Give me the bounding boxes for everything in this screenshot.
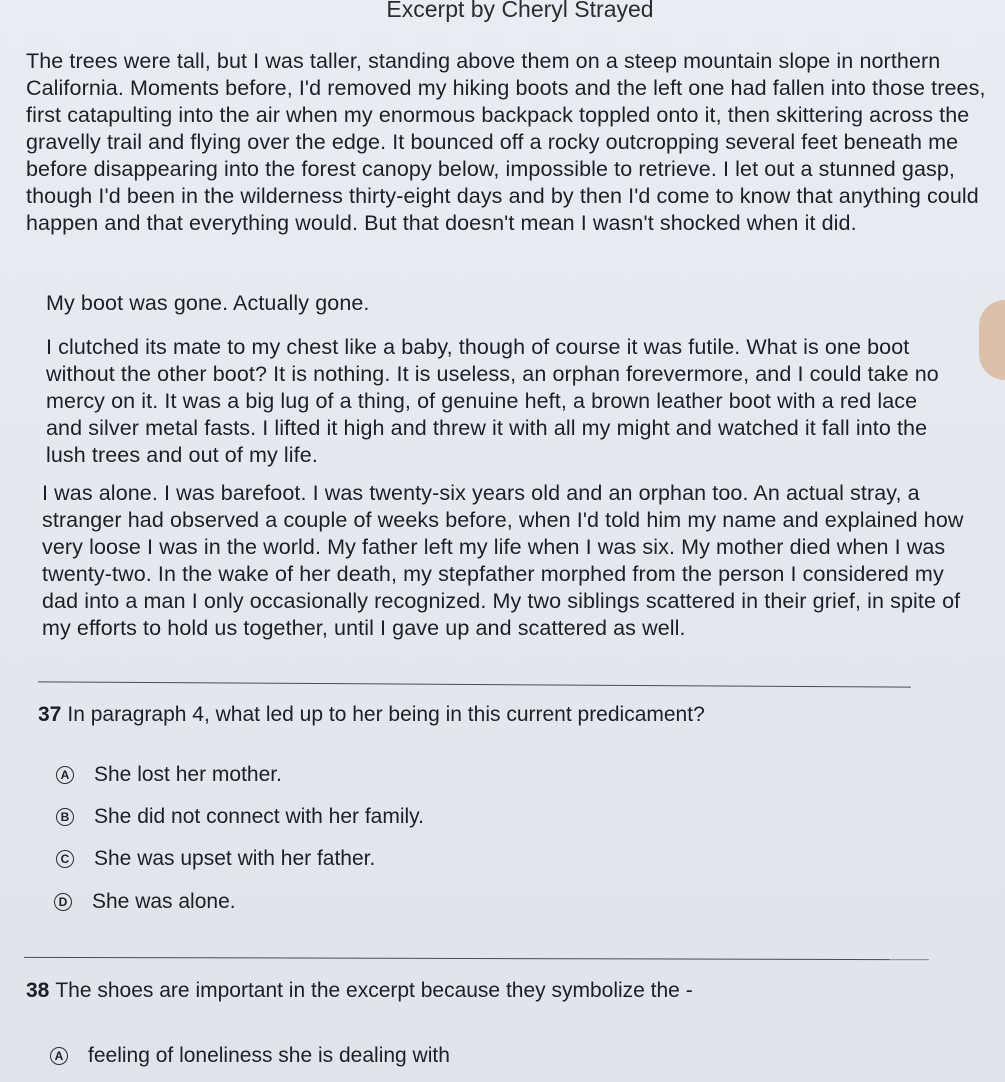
divider-line bbox=[24, 957, 929, 960]
answer-option-d[interactable] bbox=[54, 889, 236, 915]
passage-paragraph-4: I was alone. I was barefoot. I was twenty-six years old and an orphan too. An actual stray, a stranger had observed a couple of weeks before, when I'd told him my name and explained how very loose I was in the world. My father left my life when I was six. My mother died when I was twenty-two. In the wake of her death, my stepfather morphed from the person I considered my dad into a man I only occasionally recognized. My two siblings scattered in their grief, in spite of my efforts to hold us together, until I gave up and scattered as well. bbox=[42, 481, 964, 640]
answer-text-a: She lost her mother. bbox=[94, 763, 282, 786]
passage-paragraph-2: My boot was gone. Actually gone. bbox=[46, 291, 370, 315]
question-prompt: In paragraph 4, what led up to her being in this current predicament? bbox=[67, 703, 705, 726]
excerpt-title: Excerpt by Cheryl Strayed bbox=[386, 0, 654, 22]
answer-option-a[interactable] bbox=[56, 762, 282, 788]
answer-text-a: feeling of loneliness she is dealing with bbox=[88, 1044, 450, 1067]
divider-line bbox=[38, 681, 911, 687]
answer-text-d: She was alone. bbox=[92, 890, 236, 913]
thumb-shadow bbox=[979, 300, 1005, 380]
answer-option-b[interactable] bbox=[56, 804, 424, 830]
question-38 bbox=[26, 978, 926, 1004]
answer-option-a[interactable] bbox=[50, 1043, 450, 1069]
passage-paragraph-1: The trees were tall, but I was taller, standing above them on a steep mountain slope in northern California. Moments before, I'd removed my hiking boots and the left one had fallen into those trees, first catapulting into the air when my enormous backpack toppled onto it, then skittering across the gravelly trail and flying over the edge. It bounced off a rocky outcropping several feet beneath me before disappearing into the forest canopy below, impossible to retrieve. I let out a stunned gasp, though I'd been in the wilderness thirty-eight days and by then I'd come to know that anything could happen and that everything would. But that doesn't mean I wasn't shocked when it did. bbox=[26, 49, 986, 235]
answer-bubble-c[interactable]: C bbox=[56, 850, 74, 868]
question-prompt: The shoes are important in the excerpt because they symbolize the - bbox=[55, 979, 693, 1002]
answer-bubble-d[interactable]: D bbox=[54, 893, 72, 911]
answer-bubble-a[interactable]: A bbox=[56, 766, 74, 784]
answer-bubble-b[interactable]: B bbox=[56, 808, 74, 826]
answer-option-c[interactable] bbox=[56, 846, 375, 872]
answer-text-b: She did not connect with her family. bbox=[94, 805, 424, 828]
question-37 bbox=[38, 702, 938, 728]
answer-bubble-a[interactable]: A bbox=[50, 1047, 68, 1065]
question-number: 38 bbox=[26, 979, 50, 1002]
question-number: 37 bbox=[38, 703, 62, 726]
answer-text-c: She was upset with her father. bbox=[94, 847, 376, 870]
passage-paragraph-3: I clutched its mate to my chest like a baby, though of course it was futile. What is one boot without the other boot? It is nothing. It is useless, an orphan forevermore, and I could take no mercy on it. It was a big lug of a thing, of genuine heft, a brown leather boot with a red lace and silver metal fasts. I lifted it high and threw it with all my might and watched it fall into the lush trees and out of my life. bbox=[46, 335, 939, 467]
